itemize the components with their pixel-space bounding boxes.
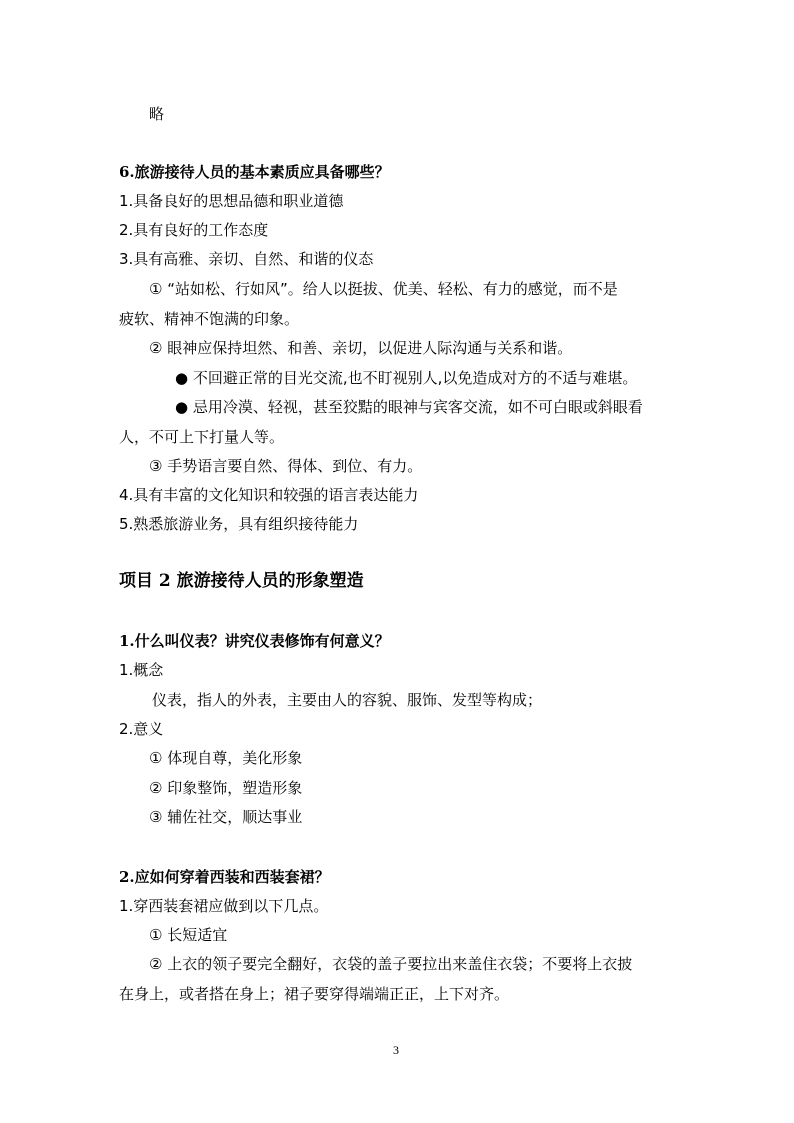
text-line: ② 上衣的领子要完全翻好，衣袋的盖子要拉出来盖住衣袋；不要将上衣披 xyxy=(149,955,633,973)
text-line: 人，不可上下打量人等。 xyxy=(119,428,285,446)
text-line: ① “站如松、行如风”。给人以挺拔、优美、轻松、有力的感觉，而不是 xyxy=(149,280,618,298)
text-line: 3.具有高雅、亲切、自然、和谐的仪态 xyxy=(119,250,374,268)
question-heading: 2.应如何穿着西装和西装套裙？ xyxy=(119,868,330,886)
text-line: 4.具有丰富的文化知识和较强的语言表达能力 xyxy=(119,486,419,504)
section-heading: 项目 2 旅游接待人员的形象塑造 xyxy=(119,571,364,591)
bullet-line: ● 忌用冷漠、轻视，甚至狡黠的眼神与宾客交流，如不可白眼或斜眼看 xyxy=(175,398,643,416)
text-line: ② 眼神应保持坦然、和善、亲切，以促进人际沟通与关系和谐。 xyxy=(149,339,573,357)
text-line: ① 体现自尊，美化形象 xyxy=(149,749,303,767)
text-line: 仪表，指人的外表，主要由人的容貌、服饰、发型等构成； xyxy=(152,691,543,709)
text-line: 疲软、精神不饱满的印象。 xyxy=(119,310,300,328)
text-line: 略 xyxy=(149,105,165,123)
bullet-line: ● 不回避正常的目光交流,也不盯视别人,以免造成对方的不适与难堪。 xyxy=(175,369,638,387)
page-number: 3 xyxy=(393,1043,399,1057)
text-line: 2.具有良好的工作态度 xyxy=(119,221,269,239)
text-line: ② 印象整饰，塑造形象 xyxy=(149,779,303,797)
question-heading: 6.旅游接待人员的基本素质应具备哪些？ xyxy=(119,163,390,181)
text-line: 1.具备良好的思想品德和职业道德 xyxy=(119,192,344,210)
text-line: 在身上，或者搭在身上；裙子要穿得端端正正，上下对齐。 xyxy=(119,985,510,1003)
text-line: ① 长短适宜 xyxy=(149,926,228,944)
text-line: ③ 辅佐社交，顺达事业 xyxy=(149,808,303,826)
text-line: 1.穿西装套裙应做到以下几点。 xyxy=(119,897,329,915)
text-line: 5.熟悉旅游业务，具有组织接待能力 xyxy=(119,515,359,533)
question-heading: 1.什么叫仪表？讲究仪表修饰有何意义？ xyxy=(119,632,390,650)
text-line: ③ 手势语言要自然、得体、到位、有力。 xyxy=(149,457,423,475)
text-line: 1.概念 xyxy=(119,661,164,679)
text-line: 2.意义 xyxy=(119,720,164,738)
